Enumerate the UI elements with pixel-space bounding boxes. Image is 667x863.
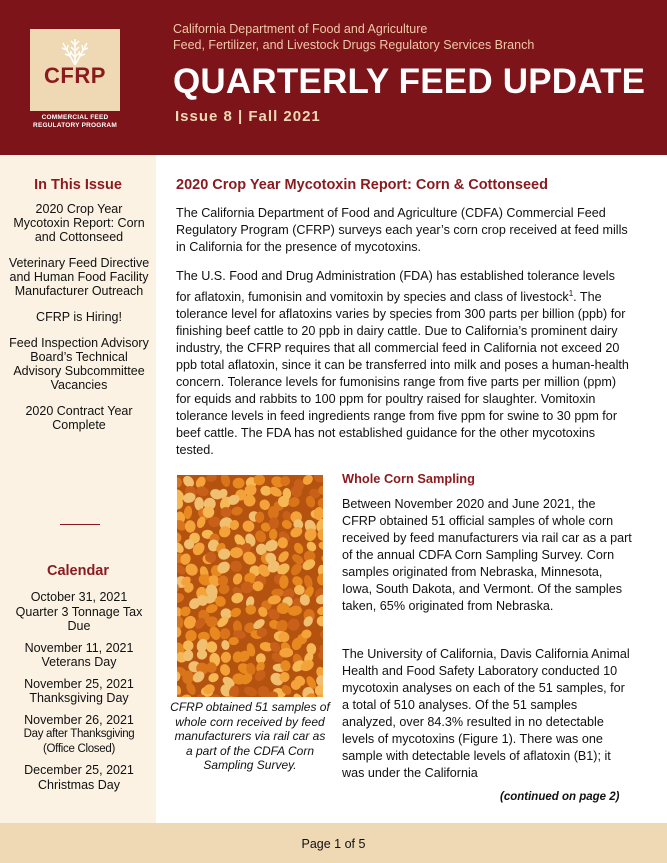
calendar-entry [8,713,150,757]
corn-kernels-image [177,475,323,697]
calendar-event: Quarter 3 Tonnage Tax Due [15,604,143,633]
issue-contents-list [8,202,150,444]
calendar-event: Christmas Day [38,777,120,792]
calendar-event: Day after Thanksgiving (Office Closed) [23,728,135,755]
calendar-event: Thanksgiving Day [29,691,129,705]
wheat-icon [30,35,120,65]
footer [0,823,667,863]
calendar-date: November 11, 2021 [24,640,134,655]
masthead [0,0,667,155]
newsletter-title: QUARTERLY FEED UPDATE [173,62,646,101]
issue-label: Issue 8 | Fall 2021 [175,108,321,125]
calendar-entry [8,763,150,792]
in-this-issue-heading: In This Issue [34,177,122,193]
department-name: California Department of Food and Agriculture [173,22,428,36]
section-subheading: Whole Corn Sampling [342,471,475,486]
article-paragraph: The California Department of Food and Agriculture (CDFA) Commercial Feed Regulatory Program (CFRP) surveys each year’s corn crop received at feed mills in California for the presence of mycotoxins. [176,206,628,254]
contents-item[interactable]: 2020 Contract Year Complete [25,404,133,432]
calendar-heading: Calendar [46,563,110,579]
calendar-date: December 25, 2021 [24,763,134,777]
logo-subtitle: COMMERCIAL FEED REGULATORY PROGRAM [33,114,117,129]
paragraph-text: The U.S. Food and Drug Administration (FDA) has established tolerance levels for aflatoxin, fumonisin and vomitoxin by species and class of livestock [176,269,615,305]
calendar-event: Veterans Day [41,655,117,669]
contents-item[interactable]: Feed Inspection Advisory Board’s Technical Advisory Subcommittee Vacancies [9,336,149,392]
calendar-date: November 25, 2021 [24,676,134,691]
calendar-entry [8,641,150,670]
article-paragraph: Between November 2020 and June 2021, the CFRP obtained 51 official samples of whole corn received by feed manufacturers via rail car as a part of the annual CDFA Corn Sampling Survey. Corn samples originated from Nebraska, Minnesota, Iowa, South Dakota, and Vermont. Of the samples taken, 65% originated from Nebraska. [342,497,632,613]
calendar-entry [8,677,150,706]
article-title: 2020 Crop Year Mycotoxin Report: Corn & Cottonseed [176,177,548,193]
calendar-list [8,590,150,799]
contents-item[interactable]: Veterinary Feed Directive and Human Food Facility Manufacturer Outreach [8,256,150,298]
article-paragraph [176,268,631,459]
calendar-date: November 26, 2021 [24,712,134,727]
footnote-marker[interactable]: 1 [568,289,574,298]
contents-item[interactable]: CFRP is Hiring! [36,310,122,324]
contents-item[interactable]: 2020 Crop Year Mycotoxin Report: Corn and Cottonseed [13,202,145,244]
page-number: Page 1 of 5 [301,837,366,851]
sidebar-divider [60,524,100,525]
calendar-entry [8,590,150,634]
article-paragraph: The University of California, Davis California Animal Health and Food Safety Laboratory conducted 10 mycotoxin analyses on each of the 51 samples, for a total of 510 analyses. Of the 51 samples analyzed, over 84.3% resulted in no detectable levels of mycotoxins (Figure 1). There was one sample with detectable levels of aflatoxin (B1); it was under the California [342,647,630,780]
paragraph-text: . The tolerance level for aflatoxins varies by species from 300 parts per billion (ppb) for finishing beef cattle to 20 ppb in dairy cattle. Due to California’s prominent dairy industry, the CFRP requires that all commercial feed in California not exceed 20 ppb total aflatoxin, since it can be transferred into milk and poses a human-health concern. Tolerance levels for fumonisins range from five parts per million (ppm) for equids and rabbits to 100 ppm for poultry raised for slaughter. Vomitoxin tolerance levels in feed ingredients range from five ppm for swine to 30 ppm for beef cattle. The FDA has not established guidance for the other mycotoxins tested. [176,290,629,458]
calendar-date: October 31, 2021 [30,590,128,604]
branch-name: Feed, Fertilizer, and Livestock Drugs Regulatory Services Branch [173,38,535,52]
cfrp-logo [30,29,120,111]
corn-kernels-photo [177,475,323,697]
photo-caption: CFRP obtained 51 samples of whole corn received by feed manufacturers via rail car as a part of the CDFA Corn Sampling Survey. [170,700,330,772]
logo-abbreviation: CFRP [44,63,106,88]
continued-note[interactable]: (continued on page 2) [500,791,620,803]
